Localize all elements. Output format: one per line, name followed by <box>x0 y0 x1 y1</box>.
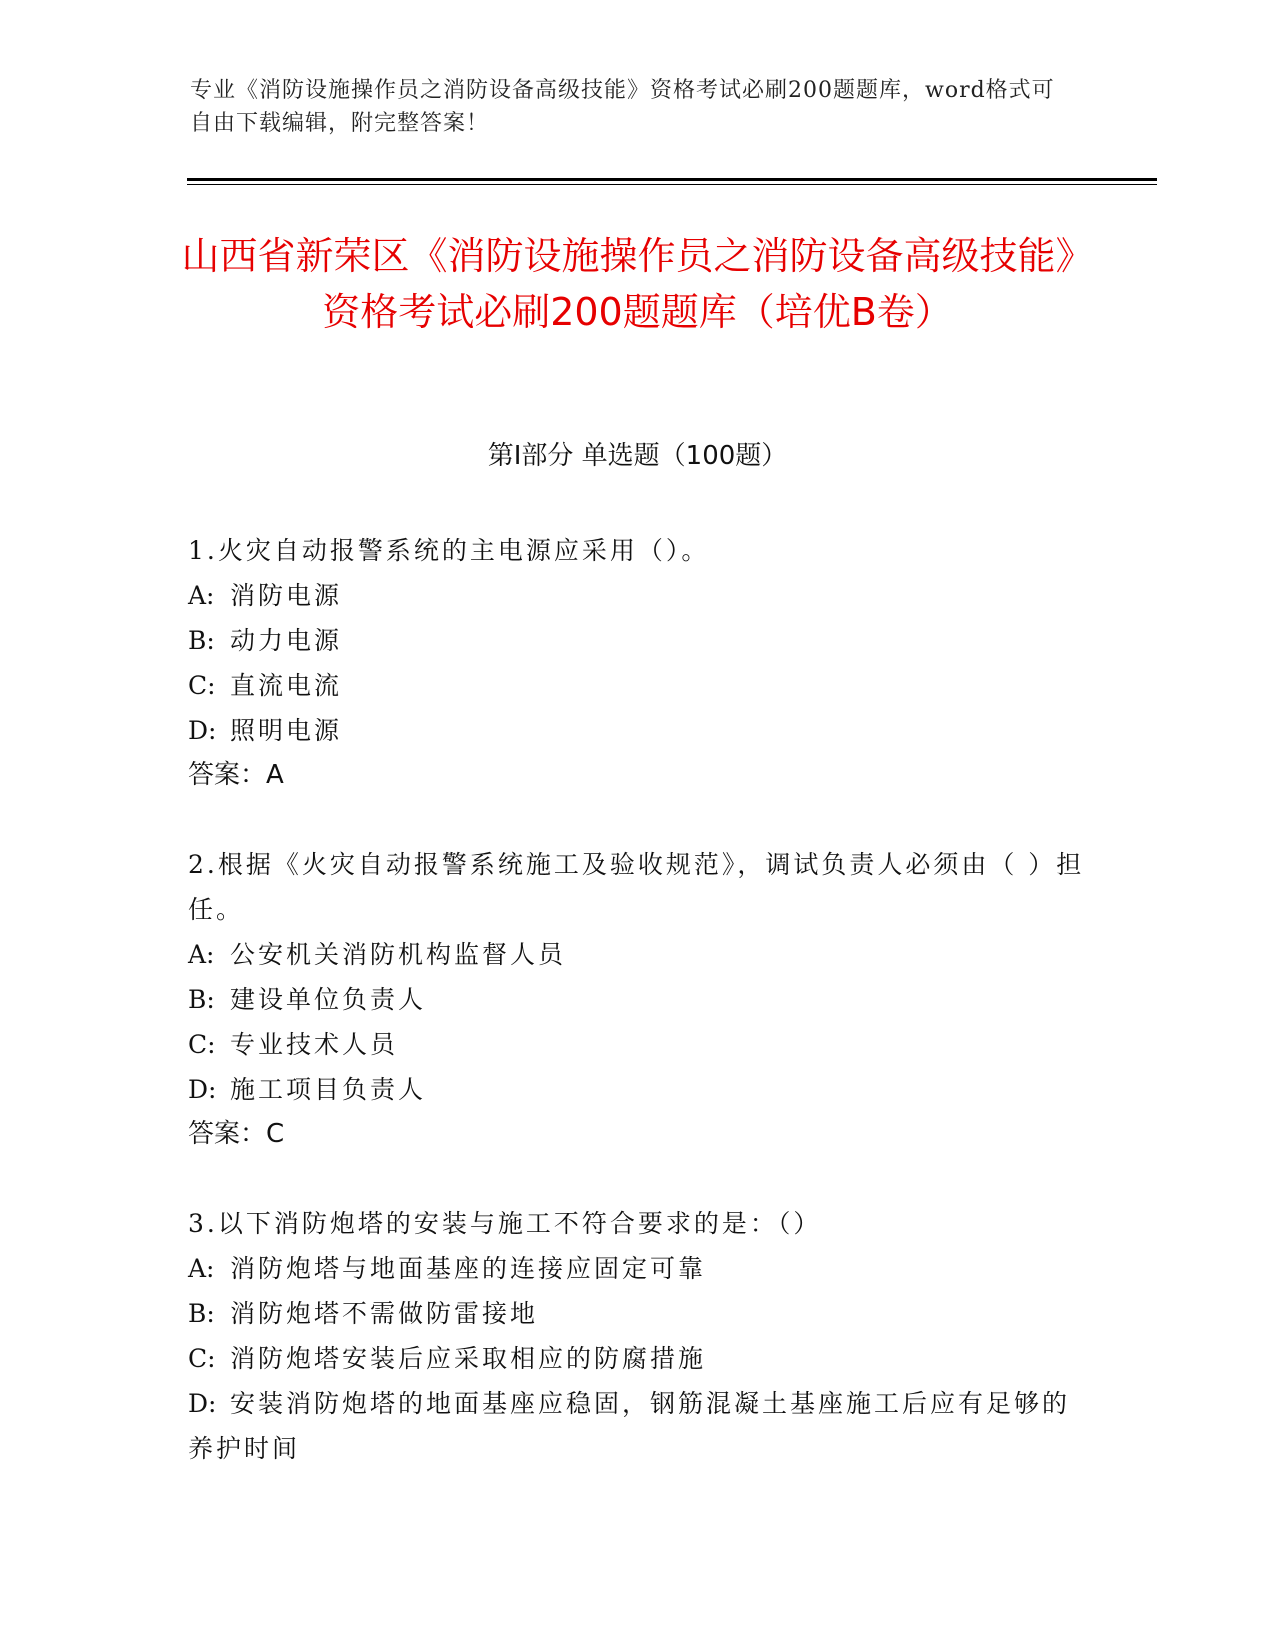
option-text: 专业技术人员 <box>230 1030 399 1059</box>
option-b <box>188 618 1088 663</box>
option-b <box>188 977 1088 1022</box>
header-divider-thick <box>187 178 1157 181</box>
option-text: 直流电流 <box>230 671 343 700</box>
answer: 答案：A <box>188 760 284 790</box>
option-d <box>188 1067 1088 1112</box>
option-letter: C: <box>188 1030 216 1059</box>
question-stem: 3.以下消防炮塔的安装与施工不符合要求的是：（） <box>188 1209 822 1238</box>
option-letter: D: <box>188 1389 217 1418</box>
option-letter: A: <box>188 1254 215 1283</box>
option-c <box>188 1022 1088 1067</box>
question-3 <box>188 1201 1088 1471</box>
option-letter: B: <box>188 626 215 655</box>
option-text: 照明电源 <box>230 716 343 745</box>
option-letter: C: <box>188 671 216 700</box>
question-2 <box>188 842 1088 1157</box>
document-title: 山西省新荣区《消防设施操作员之消防设备高级技能》资格考试必刷200题题库（培优B卷） <box>181 234 1094 334</box>
option-letter: D: <box>188 1075 217 1104</box>
option-text: 消防炮塔与地面基座的连接应固定可靠 <box>230 1254 707 1283</box>
option-text: 建设单位负责人 <box>230 985 427 1014</box>
option-c <box>188 1336 1088 1381</box>
question-stem: 1.火灾自动报警系统的主电源应采用（）。 <box>188 536 710 565</box>
option-text: 消防电源 <box>230 581 343 610</box>
option-d <box>188 1381 1088 1471</box>
option-letter: A: <box>188 940 215 969</box>
option-letter: A: <box>188 581 215 610</box>
section-title: 第I部分 单选题（100题） <box>487 441 788 471</box>
option-d <box>188 708 1088 753</box>
option-a <box>188 932 1088 977</box>
question-stem: 2.根据《火灾自动报警系统施工及验收规范》，调试负责人必须由（ ）担任。 <box>188 850 1085 924</box>
option-a <box>188 1246 1088 1291</box>
question-1 <box>188 528 1088 798</box>
answer: 答案：C <box>188 1119 285 1149</box>
question-list <box>188 528 1088 1515</box>
option-text: 消防炮塔安装后应采取相应的防腐措施 <box>230 1344 707 1373</box>
option-letter: B: <box>188 985 215 1014</box>
option-letter: B: <box>188 1299 215 1328</box>
option-letter: D: <box>188 716 217 745</box>
option-a <box>188 573 1088 618</box>
header-divider-thin <box>187 184 1157 185</box>
option-b <box>188 1291 1088 1336</box>
option-text: 消防炮塔不需做防雷接地 <box>230 1299 539 1328</box>
option-c <box>188 663 1088 708</box>
option-text: 施工项目负责人 <box>230 1075 427 1104</box>
header-note: 专业《消防设施操作员之消防设备高级技能》资格考试必刷200题题库，word格式可自由下载编辑，附完整答案！ <box>190 78 1055 136</box>
option-letter: C: <box>188 1344 216 1373</box>
option-text: 公安机关消防机构监督人员 <box>230 940 567 969</box>
option-text: 动力电源 <box>230 626 343 655</box>
option-text: 安装消防炮塔的地面基座应稳固，钢筋混凝土基座施工后应有足够的养护时间 <box>188 1389 1071 1463</box>
